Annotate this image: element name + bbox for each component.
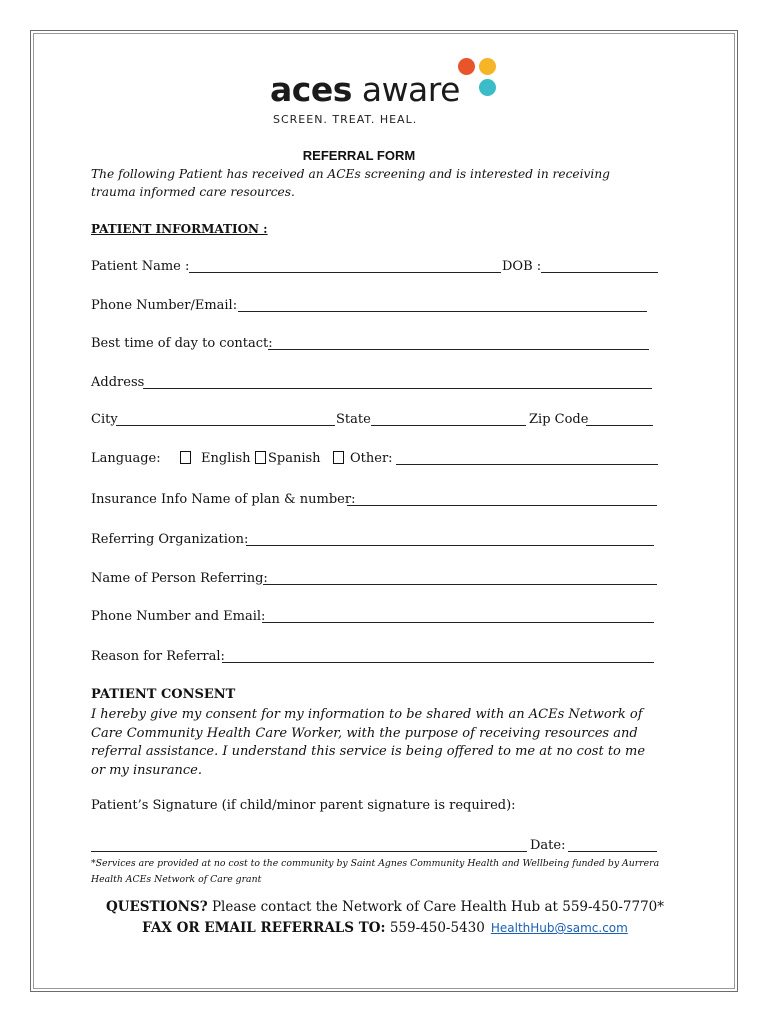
city-field[interactable] [116,425,335,426]
city-label: City [91,412,118,427]
logo-dot-teal [479,79,496,96]
best-time-label: Best time of day to contact: [91,336,273,351]
email-link[interactable]: HealthHub@samc.com [490,921,628,935]
address-field[interactable] [143,388,652,389]
consent-heading: PATIENT CONSENT [91,687,236,702]
zip-label: Zip Code [529,412,589,427]
reason-label: Reason for Referral: [91,649,225,664]
referring-org-label: Referring Organization: [91,532,249,547]
english-checkbox[interactable] [180,451,191,464]
logo-tagline: SCREEN. TREAT. HEAL. [273,113,418,126]
fax-line: FAX OR EMAIL REFERRALS TO: 559-450-5430 HealthHub@samc.com [142,920,628,936]
person-referring-label: Name of Person Referring: [91,571,268,586]
signature-label: Patient’s Signature (if child/minor parent signature is required): [91,798,516,813]
english-label: English [201,451,251,466]
best-time-field[interactable] [268,349,649,350]
person-referring-field[interactable] [263,584,657,585]
language-label: Language: [91,451,161,466]
phone-email-label: Phone Number/Email: [91,298,238,313]
address-label: Address [91,375,145,390]
other-label: Other: [350,451,393,466]
signature-field[interactable] [91,851,527,852]
phone-and-email-label: Phone Number and Email: [91,609,266,624]
aces-aware-logo [270,56,510,132]
insurance-label: Insurance Info Name of plan & number: [91,492,356,507]
intro-text: The following Patient has received an ACEs screening and is interested in receiving trauma informed care resources. [91,167,610,199]
spanish-checkbox[interactable] [255,451,266,464]
other-language-field[interactable] [396,464,658,465]
footnote: *Services are provided at no cost to the community by Saint Agnes Community Health and Wellbeing funded by Aurrera Health ACEs Network of Care grant [91,858,660,885]
patient-info-heading: PATIENT INFORMATION : [91,222,268,236]
dob-field[interactable] [541,272,658,273]
date-label: Date: [530,838,566,853]
phone-email-field[interactable] [238,311,647,312]
logo-dot-yellow [479,58,496,75]
date-field[interactable] [568,851,657,852]
patient-name-field[interactable] [189,272,501,273]
referring-org-field[interactable] [246,545,654,546]
spanish-label: Spanish [268,451,321,466]
zip-field[interactable] [586,425,653,426]
form-title: REFERRAL FORM [302,148,416,163]
logo-dot-orange [458,58,475,75]
state-label: State [336,412,371,427]
phone-and-email-field[interactable] [262,622,654,623]
patient-name-label: Patient Name : [91,259,190,274]
consent-text: I hereby give my consent for my information to be shared with an ACEs Network of Care Community Health Care Worker, with the purpose of receiving resources and referral assistance. I understand this service is being offered to me at no cost to me or my insurance. [91,707,646,778]
insurance-field[interactable] [347,505,657,506]
reason-field[interactable] [222,662,654,663]
logo-wordmark: aces aware [270,70,460,109]
state-field[interactable] [371,425,526,426]
other-checkbox[interactable] [333,451,344,464]
dob-label: DOB : [502,259,542,274]
questions-line: QUESTIONS? Please contact the Network of Care Health Hub at 559-450-7770* [105,899,664,915]
